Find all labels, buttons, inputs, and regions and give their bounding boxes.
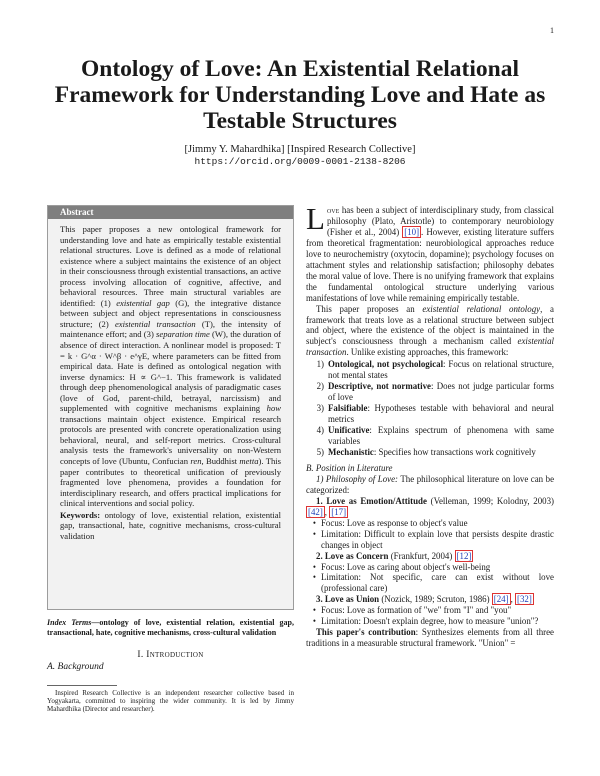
- list-item: • Limitation: Not specific, care can exist without love (professional care): [312, 572, 554, 594]
- footnote-rule: [47, 685, 117, 686]
- category-heading: 3. Love as Union (Nozick, 1989; Scruton, 1986) [24] , [32]: [316, 594, 532, 605]
- category-concern: [306, 551, 554, 595]
- section-introduction-heading: I. Introduction: [137, 649, 204, 660]
- category-union: [306, 594, 554, 627]
- category-heading: 2. Love as Concern (Frankfurt, 2004) [12]: [316, 550, 472, 561]
- drop-cap: L: [306, 201, 325, 236]
- left-column: [47, 205, 294, 714]
- framework-properties-list: [306, 359, 554, 458]
- index-terms: Index Terms—ontology of love, existential relation, existential gap, transactional, hate, cognitive mechanisms, cross-cultural validation: [47, 618, 295, 637]
- keywords: Keywords: ontology of love, existential relation, existential gap, transactional, hate, cognitive mechanisms, cross-cultural validation: [60, 509, 281, 541]
- citation-link[interactable]: [24]: [493, 594, 509, 605]
- abstract-heading: Abstract: [48, 206, 293, 219]
- list-item: 1) Ontological, not psychological: Focus on relational structure, not mental states: [316, 359, 555, 381]
- list-item: 2) Descriptive, not normative: Does not judge particular forms of love: [316, 381, 554, 403]
- list-item: • Focus: Love as formation of "we" from "I" and "you": [312, 605, 512, 616]
- intro-paragraph-1: Love has been a subject of interdisciplinary study, from classical philosophy (Plato, Aristotle) to contemporary neurobiology (Fisher et al., 2004) [10] . However, existing literature suffers from theoretical fragmentation: neurobiological approaches reduce love to neurochemistry (oxytocin, dopamine); psychology focuses on attachment styles and relationship satisfaction; philosophy debates the moral value of love. There is no unifying framework that explains the fundamental ontological structure underlying various manifestations of love while remaining empirically testable.: [306, 201, 554, 303]
- list-item: • Focus: Love as response to object's value: [312, 517, 468, 528]
- philosophy-paragraph: 1) Philosophy of Love: The philosophical literature on love can be categorized:: [306, 473, 555, 495]
- right-column: [306, 201, 555, 649]
- citation-link[interactable]: [32]: [517, 594, 532, 605]
- contribution-paragraph: This paper's contribution: Synthesizes elements from all three traditions in a measurable structural framework. "Union" =: [306, 627, 554, 649]
- abstract-text: This paper proposes a new ontological framework for understanding love and hate as empirically testable existential relational structures. Love is defined as a mode of relational existence where a subject maintains the existence of an object in their consciousness through existential transactions, an active process involving allocation of cognitive, affective, and behavioral resources. Three main structural variables are identified: (1) existential gap (G), the integrative distance between subject and object representations in consciousness structure; (2) existential transaction (T), the intensity of maintenance effort; and (3) separation time (W), the duration of absence of direct interaction. A nonlinear model is proposed: T = k · G^α · W^β · e^γE, where parameters can be fitted from empirical data. Hate is defined as ontological negation with inverse dynamics: H ∝ G^−1. This framework is validated through deep phenomenological analysis of paradigmatic cases (love of God, parent-child, betrayal, narcissism) and supplemented with cognitive mechanisms explaining how transactions maintain object existence. Empirical research protocols are presented with concrete operationalization using behavioral, neural, and self-report metrics. Cross-cultural analysis tests the framework's universality on non-Western concepts of love (Ubuntu, Confucian ren, Buddhist metta). This paper contributes to theoretical unification of previously fragmented love phenomena, provides a foundation for interdisciplinary research, and offers practical implications for clinical interventions and social policy. Keywords: ontology of love, existential relation, existential gap, transactional, hate, cognitive mechanisms, cross-cultural validation: [60, 224, 281, 541]
- category-heading: 1. Love as Emotion/Attitude (Velleman, 1999; Kolodny, 2003) [42] , [17]: [308, 495, 554, 517]
- citation-link[interactable]: [42]: [308, 506, 323, 517]
- orcid-link[interactable]: https://orcid.org/0009-0001-2138-8206: [194, 156, 406, 167]
- footnote: Inspired Research Collective is an independent researcher collective based in Yogyakarta, committed to inspiring the wider community. It is led by Jimmy Mahardhika (Director and researcher).: [47, 688, 294, 714]
- citation-link[interactable]: [12]: [456, 550, 472, 561]
- page-number: 1: [550, 26, 554, 35]
- list-item: • Focus: Love as caring about object's well-being: [312, 561, 491, 572]
- subsection-literature-heading: B. Position in Literature: [306, 462, 393, 473]
- citation-link[interactable]: [10]: [404, 226, 420, 237]
- paper-title: Ontology of Love: An Existential Relational Framework for Understanding Love and Hate as Testable Structures: [54, 56, 546, 134]
- intro-paragraph-2: This paper proposes an existential relational ontology, a framework that treats love as a relational structure between subject and object, where the existence of the object is maintained in the subject's consciousness through a mechanism called existential transaction. Unlike existing approaches, this framework:: [306, 303, 554, 358]
- author-line: [Jimmy Y. Mahardhika] [Inspired Research Collective]: [184, 144, 416, 155]
- list-item: 5) Mechanistic: Specifies how transactions work cognitively: [316, 446, 536, 457]
- abstract-box: [47, 205, 294, 610]
- list-item: 4) Unificative: Explains spectrum of phenomena with same variables: [316, 425, 554, 447]
- category-emotion: [306, 496, 554, 551]
- subsection-background-heading: A. Background: [47, 661, 104, 672]
- list-item: 3) Falsifiable: Hypotheses testable with behavioral and neural metrics: [316, 403, 554, 425]
- list-item: • Limitation: Difficult to explain love that persists despite drastic changes in object: [312, 528, 554, 550]
- list-item: • Limitation: Doesn't explain degree, how to measure "union"?: [312, 616, 539, 627]
- citation-link[interactable]: [17]: [331, 506, 347, 517]
